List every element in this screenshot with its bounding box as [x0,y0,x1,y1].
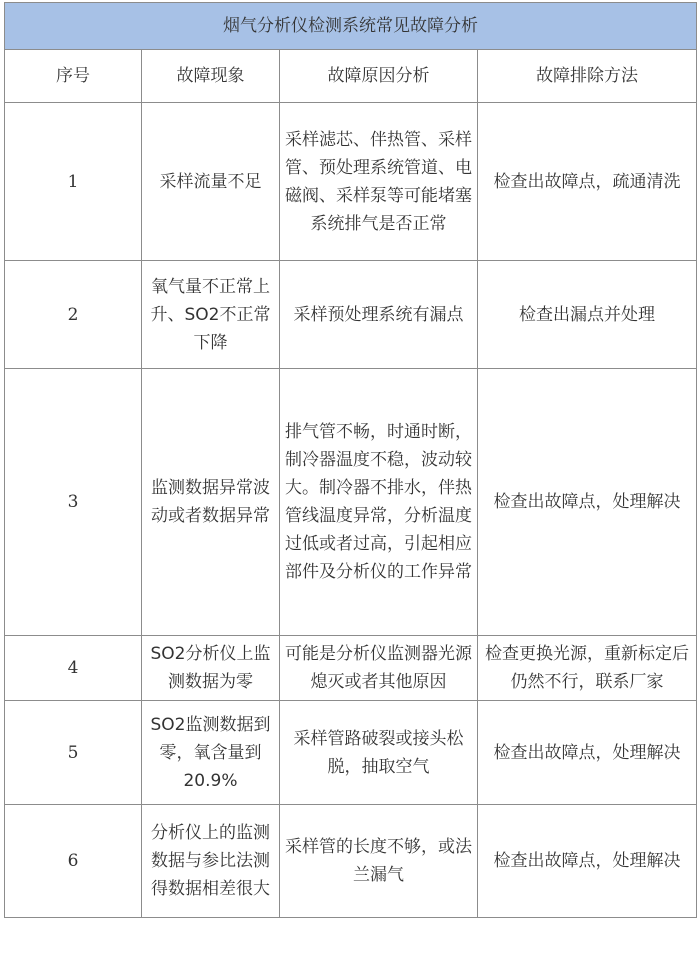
column-header-remedy: 故障排除方法 [478,50,697,103]
fault-cause: 排气管不畅，时通时断，制冷器温度不稳，波动较大。制冷器不排水，伴热管线温度异常，分析温度过低或者过高，引起相应部件及分析仪的工作异常 [280,369,478,636]
row-number: 3 [5,369,142,636]
fault-cause: 采样管的长度不够，或法兰漏气 [280,805,478,918]
fault-symptom: 氧气量不正常上升、SO2不正常下降 [142,261,280,369]
fault-remedy: 检查出漏点并处理 [478,261,697,369]
row-number: 1 [5,103,142,261]
fault-remedy: 检查更换光源，重新标定后仍然不行，联系厂家 [478,636,697,701]
fault-symptom: 采样流量不足 [142,103,280,261]
column-header-cause: 故障原因分析 [280,50,478,103]
row-number: 6 [5,805,142,918]
table-row [5,369,697,636]
fault-remedy: 检查出故障点，处理解决 [478,701,697,805]
fault-symptom: 监测数据异常波动或者数据异常 [142,369,280,636]
fault-remedy: 检查出故障点，处理解决 [478,805,697,918]
table-row [5,103,697,261]
table-title: 烟气分析仪检测系统常见故障分析 [5,3,697,50]
fault-symptom: SO2分析仪上监测数据为零 [142,636,280,701]
table-row [5,261,697,369]
fault-symptom: 分析仪上的监测数据与参比法测得数据相差很大 [142,805,280,918]
fault-cause: 采样预处理系统有漏点 [280,261,478,369]
fault-cause: 采样滤芯、伴热管、采样管、预处理系统管道、电磁阀、采样泵等可能堵塞系统排气是否正常 [280,103,478,261]
fault-cause: 采样管路破裂或接头松脱，抽取空气 [280,701,478,805]
fault-remedy: 检查出故障点，处理解决 [478,369,697,636]
fault-analysis-table [4,2,697,918]
row-number: 4 [5,636,142,701]
table-row [5,805,697,918]
row-number: 5 [5,701,142,805]
table-row [5,701,697,805]
header-row [5,50,697,103]
column-header-symptom: 故障现象 [142,50,280,103]
fault-cause: 可能是分析仪监测器光源熄灭或者其他原因 [280,636,478,701]
column-header-number: 序号 [5,50,142,103]
fault-symptom: SO2监测数据到零，氧含量到20.9% [142,701,280,805]
fault-remedy: 检查出故障点，疏通清洗 [478,103,697,261]
table-row [5,636,697,701]
row-number: 2 [5,261,142,369]
